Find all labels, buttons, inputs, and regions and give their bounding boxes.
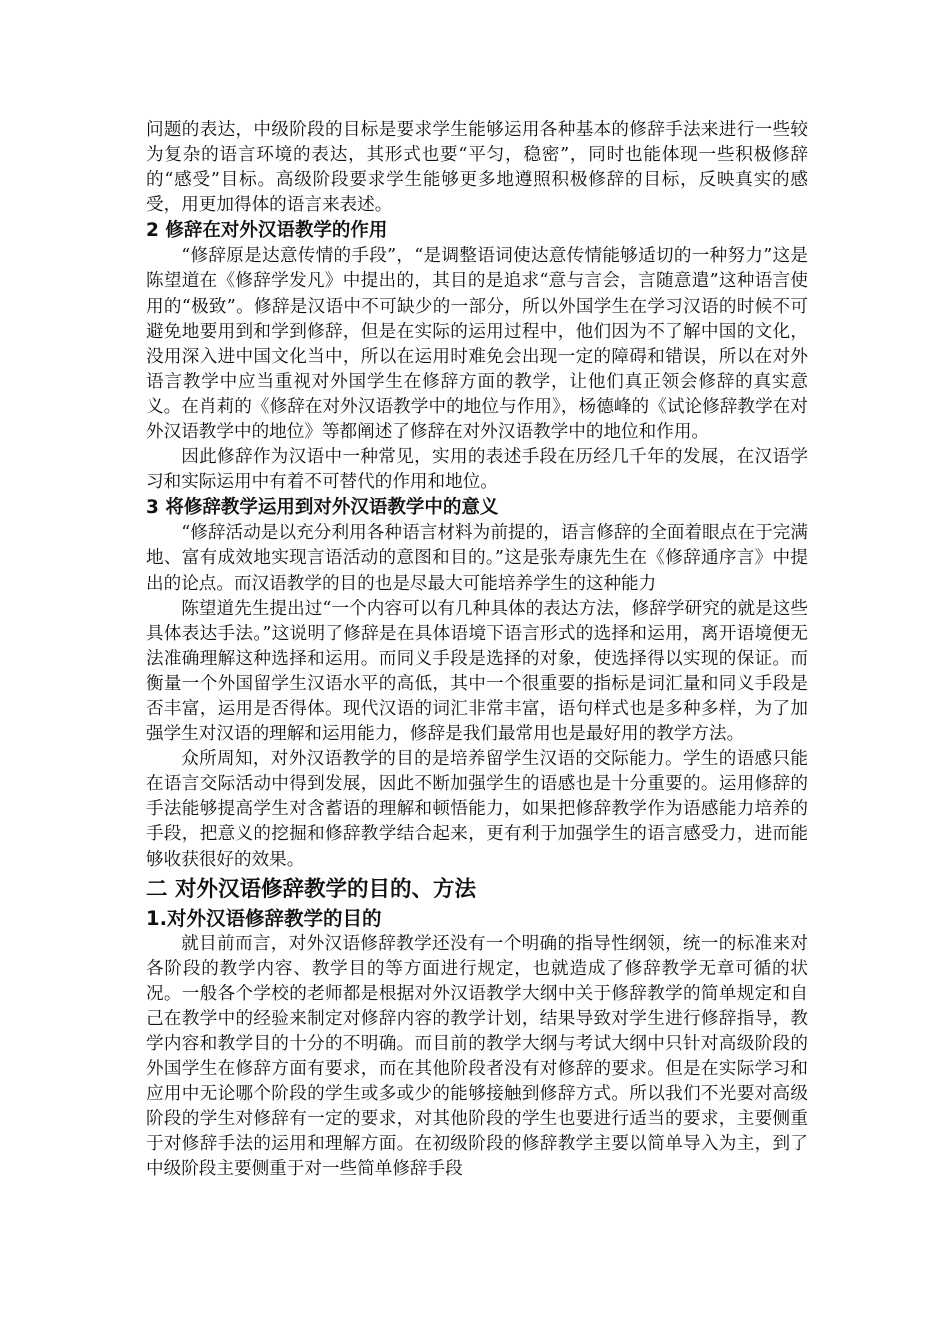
paragraph-rhetoric-status: 因此修辞作为汉语中一种常见，实用的表述手段在历经几千年的发展，在汉语学习和实际运用中有着不可替代的作用和地位。 — [146, 447, 808, 493]
paragraph-intro: 问题的表达，中级阶段的目标是要求学生能够运用各种基本的修辞手法来进行一些较为复杂的语言环境的表达，其形式也要“平匀，稳密”，同时也能体现一些积极修辞的“感受”目标。高级阶段要求学生能够更多地遵照积极修辞的目标，反映真实的感受，用更加得体的语言来表述。 — [146, 120, 808, 216]
heading-section-2: 2 修辞在对外汉语教学的作用 — [146, 220, 388, 242]
paragraph-chen-wangdao: 陈望道先生提出过“一个内容可以有几种具体的表达方法，修辞学研究的就是这些具体表达手法。”这说明了修辞是在具体语境下语言形式的选择和运用，离开语境便无法准确理解这种选择和运用。而同义手段是选择的对象，使选择得以实现的保证。而衡量一个外国留学生汉语水平的高低，其中一个很重要的指标是词汇量和同义手段是否丰富，运用是否得体。现代汉语的词汇非常丰富，语句样式也是多种多样，为了加强学生对汉语的理解和运用能力，修辞是我们最常用也是最好用的教学方法。 — [146, 598, 808, 745]
heading-subsection-1: 1.对外汉语修辞教学的目的 — [146, 906, 382, 930]
paragraph-rhetoric-activity: “修辞活动是以充分利用各种语言材料为前提的，语言修辞的全面着眼点在于完满地、富有成效地实现言语活动的意图和目的。”这是张寿康先生在《修辞通序言》中提出的论点。而汉语教学的目的也是尽最大可能培养学生的这种能力 — [146, 523, 808, 594]
heading-section-3: 3 将修辞教学运用到对外汉语教学中的意义 — [146, 497, 499, 519]
paragraph-teaching-goals: 就目前而言，对外汉语修辞教学还没有一个明确的指导性纲领，统一的标准来对各阶段的教学内容、教学目的等方面进行规定，也就造成了修辞教学无章可循的状况。一般各个学校的老师都是根据对外汉语教学大纲中关于修辞教学的简单规定和自己在教学中的经验来制定对修辞内容的教学计划，结果导致对学生进行修辞指导，教学内容和教学目的十分的不明确。而目前的教学大纲与考试大纲中只针对高级阶段的外国学生在修辞方面有要求，而在其他阶段者没有对修辞的要求。但是在实际学习和应用中无论哪个阶段的学生或多或少的能够接触到修辞方式。所以我们不光要对高级阶段的学生对修辞有一定的要求，对其他阶段的学生也要进行适当的要求，主要侧重于对修辞手法的运用和理解方面。在初级阶段的修辞教学主要以简单导入为主，到了中级阶段主要侧重于对一些简单修辞手段 — [146, 933, 808, 1180]
document-page — [146, 118, 808, 1183]
paragraph-communicative-ability: 众所周知，对外汉语教学的目的是培养留学生汉语的交际能力。学生的语感只能在语言交际活动中得到发展，因此不断加强学生的语感也是十分重要的。运用修辞的手法能够提高学生对含蓄语的理解和顿悟能力，如果把修辞教学作为语感能力培养的手段，把意义的挖掘和修辞教学结合起来，更有利于加强学生的语言感受力，进而能够收获很好的效果。 — [146, 749, 808, 870]
paragraph-rhetoric-role: “修辞原是达意传情的手段”，“是调整语词使达意传情能够适切的一种努力”这是陈望道在《修辞学发凡》中提出的，其目的是追求“意与言会，言随意遣”这种语言使用的“极致”。修辞是汉语中不可缺少的一部分，所以外国学生在学习汉语的时候不可避免地要用到和学到修辞，但是在实际的运用过程中，他们因为不了解中国的文化，没用深入进中国文化当中，所以在运用时难免会出现一定的障碍和错误，所以在对外语言教学中应当重视对外国学生在修辞方面的教学，让他们真正领会修辞的真实意义。在肖莉的《修辞在对外汉语教学中的地位与作用》，杨德峰的《试论修辞教学在对外汉语教学中的地位》等都阐述了修辞在对外汉语教学中的地位和作用。 — [146, 246, 808, 443]
heading-part-2: 二 对外汉语修辞教学的目的、方法 — [146, 876, 476, 902]
